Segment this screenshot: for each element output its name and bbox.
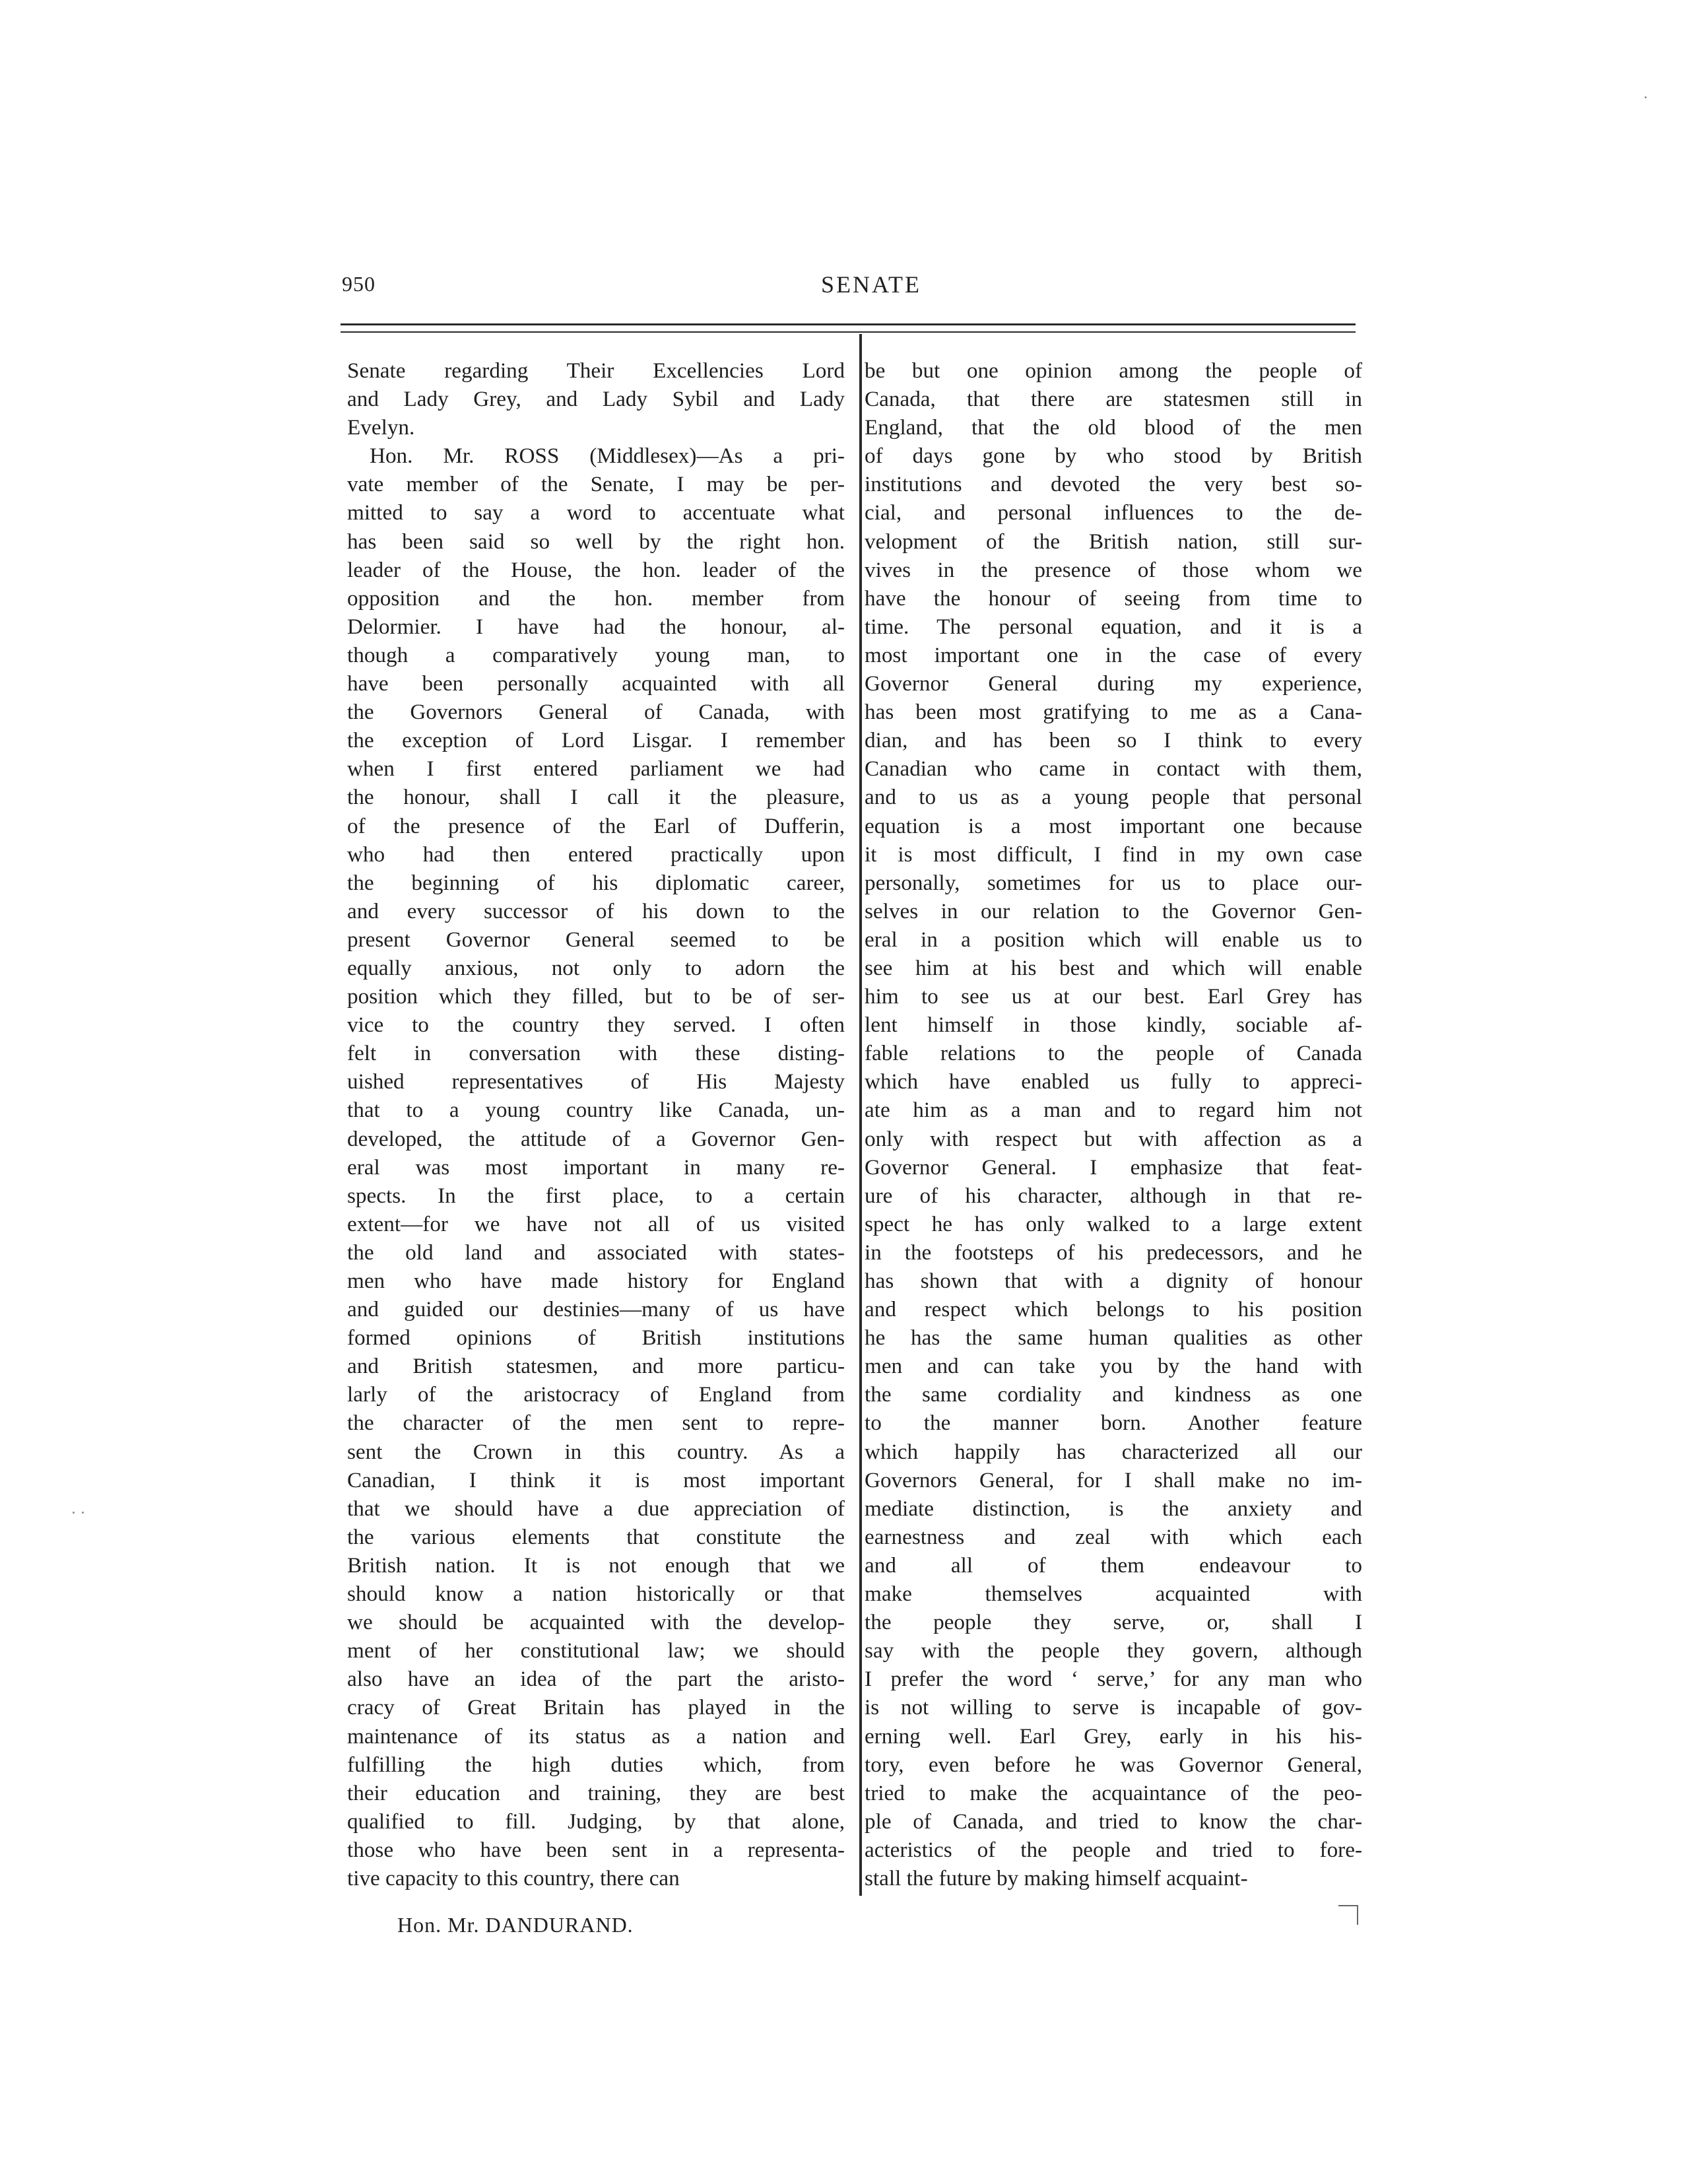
text-line: Senate regarding Their Excellencies Lord [347, 358, 845, 383]
text-line: him to see us at our best. Earl Grey has [865, 984, 1362, 1009]
text-line: which happily has characterized all our [865, 1439, 1362, 1464]
scan-speck [82, 1512, 84, 1514]
text-line: make themselves acquainted with [865, 1582, 1362, 1607]
text-line: have the honour of seeing from time to [865, 585, 1362, 611]
text-line: that to a young country like Canada, un- [347, 1098, 845, 1123]
text-line: he has the same human qualities as other [865, 1325, 1362, 1351]
corner-mark [1338, 1905, 1358, 1925]
text-line: Governor General during my experience, [865, 671, 1362, 696]
text-line: dian, and has been so I think to every [865, 728, 1362, 753]
right-column [859, 356, 1362, 1892]
text-line: Evelyn. [347, 415, 415, 440]
text-line: to the manner born. Another feature [865, 1411, 1362, 1436]
text-line: it is most difficult, I find in my own case [865, 842, 1362, 867]
text-line: stall the future by making himself acquaint- [865, 1865, 1248, 1890]
text-line: ment of her constitutional law; we should [347, 1638, 845, 1663]
text-line: equation is a most important one because [865, 813, 1362, 838]
text-line: ple of Canada, and tried to know the char- [865, 1809, 1362, 1834]
text-line: see him at his best and which will enable [865, 955, 1362, 980]
text-line: ure of his character, although in that re- [865, 1183, 1362, 1208]
text-line: the character of the men sent to repre- [347, 1411, 845, 1436]
text-line: tive capacity to this country, there can [347, 1865, 680, 1890]
text-line: spects. In the first place, to a certain [347, 1183, 845, 1208]
text-line: cracy of Great Britain has played in the [347, 1695, 845, 1720]
text-line: of days gone by who stood by British [865, 444, 1362, 469]
text-line: their education and training, they are best [347, 1780, 845, 1805]
text-line: the exception of Lord Lisgar. I remember [347, 728, 845, 753]
text-line: the old land and associated with states- [347, 1240, 845, 1265]
footer-speaker: Hon. Mr. DANDURAND. [397, 1913, 634, 1937]
text-line: present Governor General seemed to be [347, 927, 845, 952]
text-line: sent the Crown in this country. As a [347, 1439, 845, 1464]
text-line: in the footsteps of his predecessors, and he [865, 1240, 1362, 1265]
text-line: extent—for we have not all of us visited [347, 1211, 845, 1236]
text-line: men who have made history for England [347, 1269, 845, 1293]
text-line: uished representatives of His Majesty [347, 1069, 845, 1094]
text-line: larly of the aristocracy of England from [347, 1382, 845, 1407]
text-line: equally anxious, not only to adorn the [347, 955, 845, 980]
text-line: men and can take you by the hand with [865, 1354, 1362, 1379]
text-line: cial, and personal influences to the de- [865, 500, 1362, 525]
text-line: has been most gratifying to me as a Cana- [865, 700, 1362, 725]
text-line: and British statesmen, and more particu- [347, 1354, 845, 1379]
text-line: has been said so well by the right hon. [347, 529, 845, 554]
text-line: and guided our destinies—many of us have [347, 1297, 845, 1322]
text-line: also have an idea of the part the aristo- [347, 1667, 845, 1692]
text-line: British nation. It is not enough that we [347, 1553, 845, 1578]
text-line: tory, even before he was Governor General, [865, 1752, 1362, 1777]
page-number: 950 [342, 272, 376, 296]
text-line: vate member of the Senate, I may be per- [347, 472, 845, 497]
text-line: maintenance of its status as a nation and [347, 1723, 845, 1749]
text-line: ate him as a man and to regard him not [865, 1098, 1362, 1123]
page-title: SENATE [821, 271, 921, 298]
text-line: the various elements that constitute the [347, 1524, 845, 1549]
text-line: only with respect but with affection as a [865, 1126, 1362, 1151]
text-line: Canada, that there are statesmen still in [865, 387, 1362, 412]
text-line: lent himself in those kindly, sociable af- [865, 1013, 1362, 1038]
text-line: who had then entered practically upon [347, 842, 845, 867]
text-line: the beginning of his diplomatic career, [347, 870, 845, 895]
text-line: when I first entered parliament we had [347, 756, 845, 782]
text-line: of the presence of the Earl of Dufferin, [347, 813, 845, 838]
text-line: fable relations to the people of Canada [865, 1041, 1362, 1066]
text-line: mediate distinction, is the anxiety and [865, 1496, 1362, 1521]
text-line: England, that the old blood of the men [865, 415, 1362, 440]
text-line: the Governors General of Canada, with [347, 700, 845, 725]
text-line: personally, sometimes for us to place our- [865, 870, 1362, 895]
scan-speck [73, 1512, 75, 1514]
text-line: Canadian, I think it is most important [347, 1467, 845, 1492]
text-line: formed opinions of British institutions [347, 1325, 845, 1351]
text-line: I prefer the word ‘ serve,’ for any man who [865, 1667, 1362, 1692]
text-line: we should be acquainted with the develop- [347, 1610, 845, 1635]
text-line: tried to make the acquaintance of the peo- [865, 1780, 1362, 1805]
text-line: the honour, shall I call it the pleasure, [347, 785, 845, 810]
header-rule-top [341, 323, 1356, 325]
text-line: qualified to fill. Judging, by that alone, [347, 1809, 845, 1834]
text-line: Hon. Mr. ROSS (Middlesex)—As a pri- [370, 444, 845, 469]
text-line: those who have been sent in a representa- [347, 1837, 845, 1862]
scan-speck [1645, 96, 1647, 98]
text-line: leader of the House, the hon. leader of the [347, 557, 845, 582]
text-line: the people they serve, or, shall I [865, 1610, 1362, 1635]
text-line: spect he has only walked to a large extent [865, 1211, 1362, 1236]
left-column [347, 356, 845, 1892]
text-line: eral was most important in many re- [347, 1154, 845, 1180]
text-line: though a comparatively young man, to [347, 642, 845, 667]
text-line: which have enabled us fully to appreci- [865, 1069, 1362, 1094]
text-line: fulfilling the high duties which, from [347, 1752, 845, 1777]
text-line: the same cordiality and kindness as one [865, 1382, 1362, 1407]
text-line: Governors General, for I shall make no im- [865, 1467, 1362, 1492]
text-line: felt in conversation with these disting- [347, 1041, 845, 1066]
text-line: earnestness and zeal with which each [865, 1524, 1362, 1549]
text-line: mitted to say a word to accentuate what [347, 500, 845, 525]
text-line: eral in a position which will enable us to [865, 927, 1362, 952]
text-line: and to us as a young people that personal [865, 785, 1362, 810]
header-rule-bottom [341, 331, 1356, 333]
text-line: should know a nation historically or that [347, 1582, 845, 1607]
text-line: most important one in the case of every [865, 642, 1362, 667]
text-line: have been personally acquainted with all [347, 671, 845, 696]
text-line: and every successor of his down to the [347, 898, 845, 923]
text-line: opposition and the hon. member from [347, 585, 845, 611]
text-line: say with the people they govern, although [865, 1638, 1362, 1663]
text-line: time. The personal equation, and it is a [865, 614, 1362, 639]
text-line: that we should have a due appreciation of [347, 1496, 845, 1521]
text-line: has shown that with a dignity of honour [865, 1269, 1362, 1293]
text-line: Canadian who came in contact with them, [865, 756, 1362, 782]
text-line: Delormier. I have had the honour, al- [347, 614, 845, 639]
text-line: vice to the country they served. I often [347, 1013, 845, 1038]
text-line: vives in the presence of those whom we [865, 557, 1362, 582]
text-line: developed, the attitude of a Governor Gen- [347, 1126, 845, 1151]
text-line: is not willing to serve is incapable of gov- [865, 1695, 1362, 1720]
text-line: be but one opinion among the people of [865, 358, 1362, 383]
text-line: and all of them endeavour to [865, 1553, 1362, 1578]
text-line: acteristics of the people and tried to fore- [865, 1837, 1362, 1862]
text-line: erning well. Earl Grey, early in his his- [865, 1723, 1362, 1749]
text-line: position which they filled, but to be of ser- [347, 984, 845, 1009]
text-line: selves in our relation to the Governor Gen- [865, 898, 1362, 923]
text-line: and respect which belongs to his position [865, 1297, 1362, 1322]
text-line: institutions and devoted the very best so- [865, 472, 1362, 497]
text-line: Governor General. I emphasize that feat- [865, 1154, 1362, 1180]
text-line: and Lady Grey, and Lady Sybil and Lady [347, 387, 845, 412]
text-line: velopment of the British nation, still sur- [865, 529, 1362, 554]
